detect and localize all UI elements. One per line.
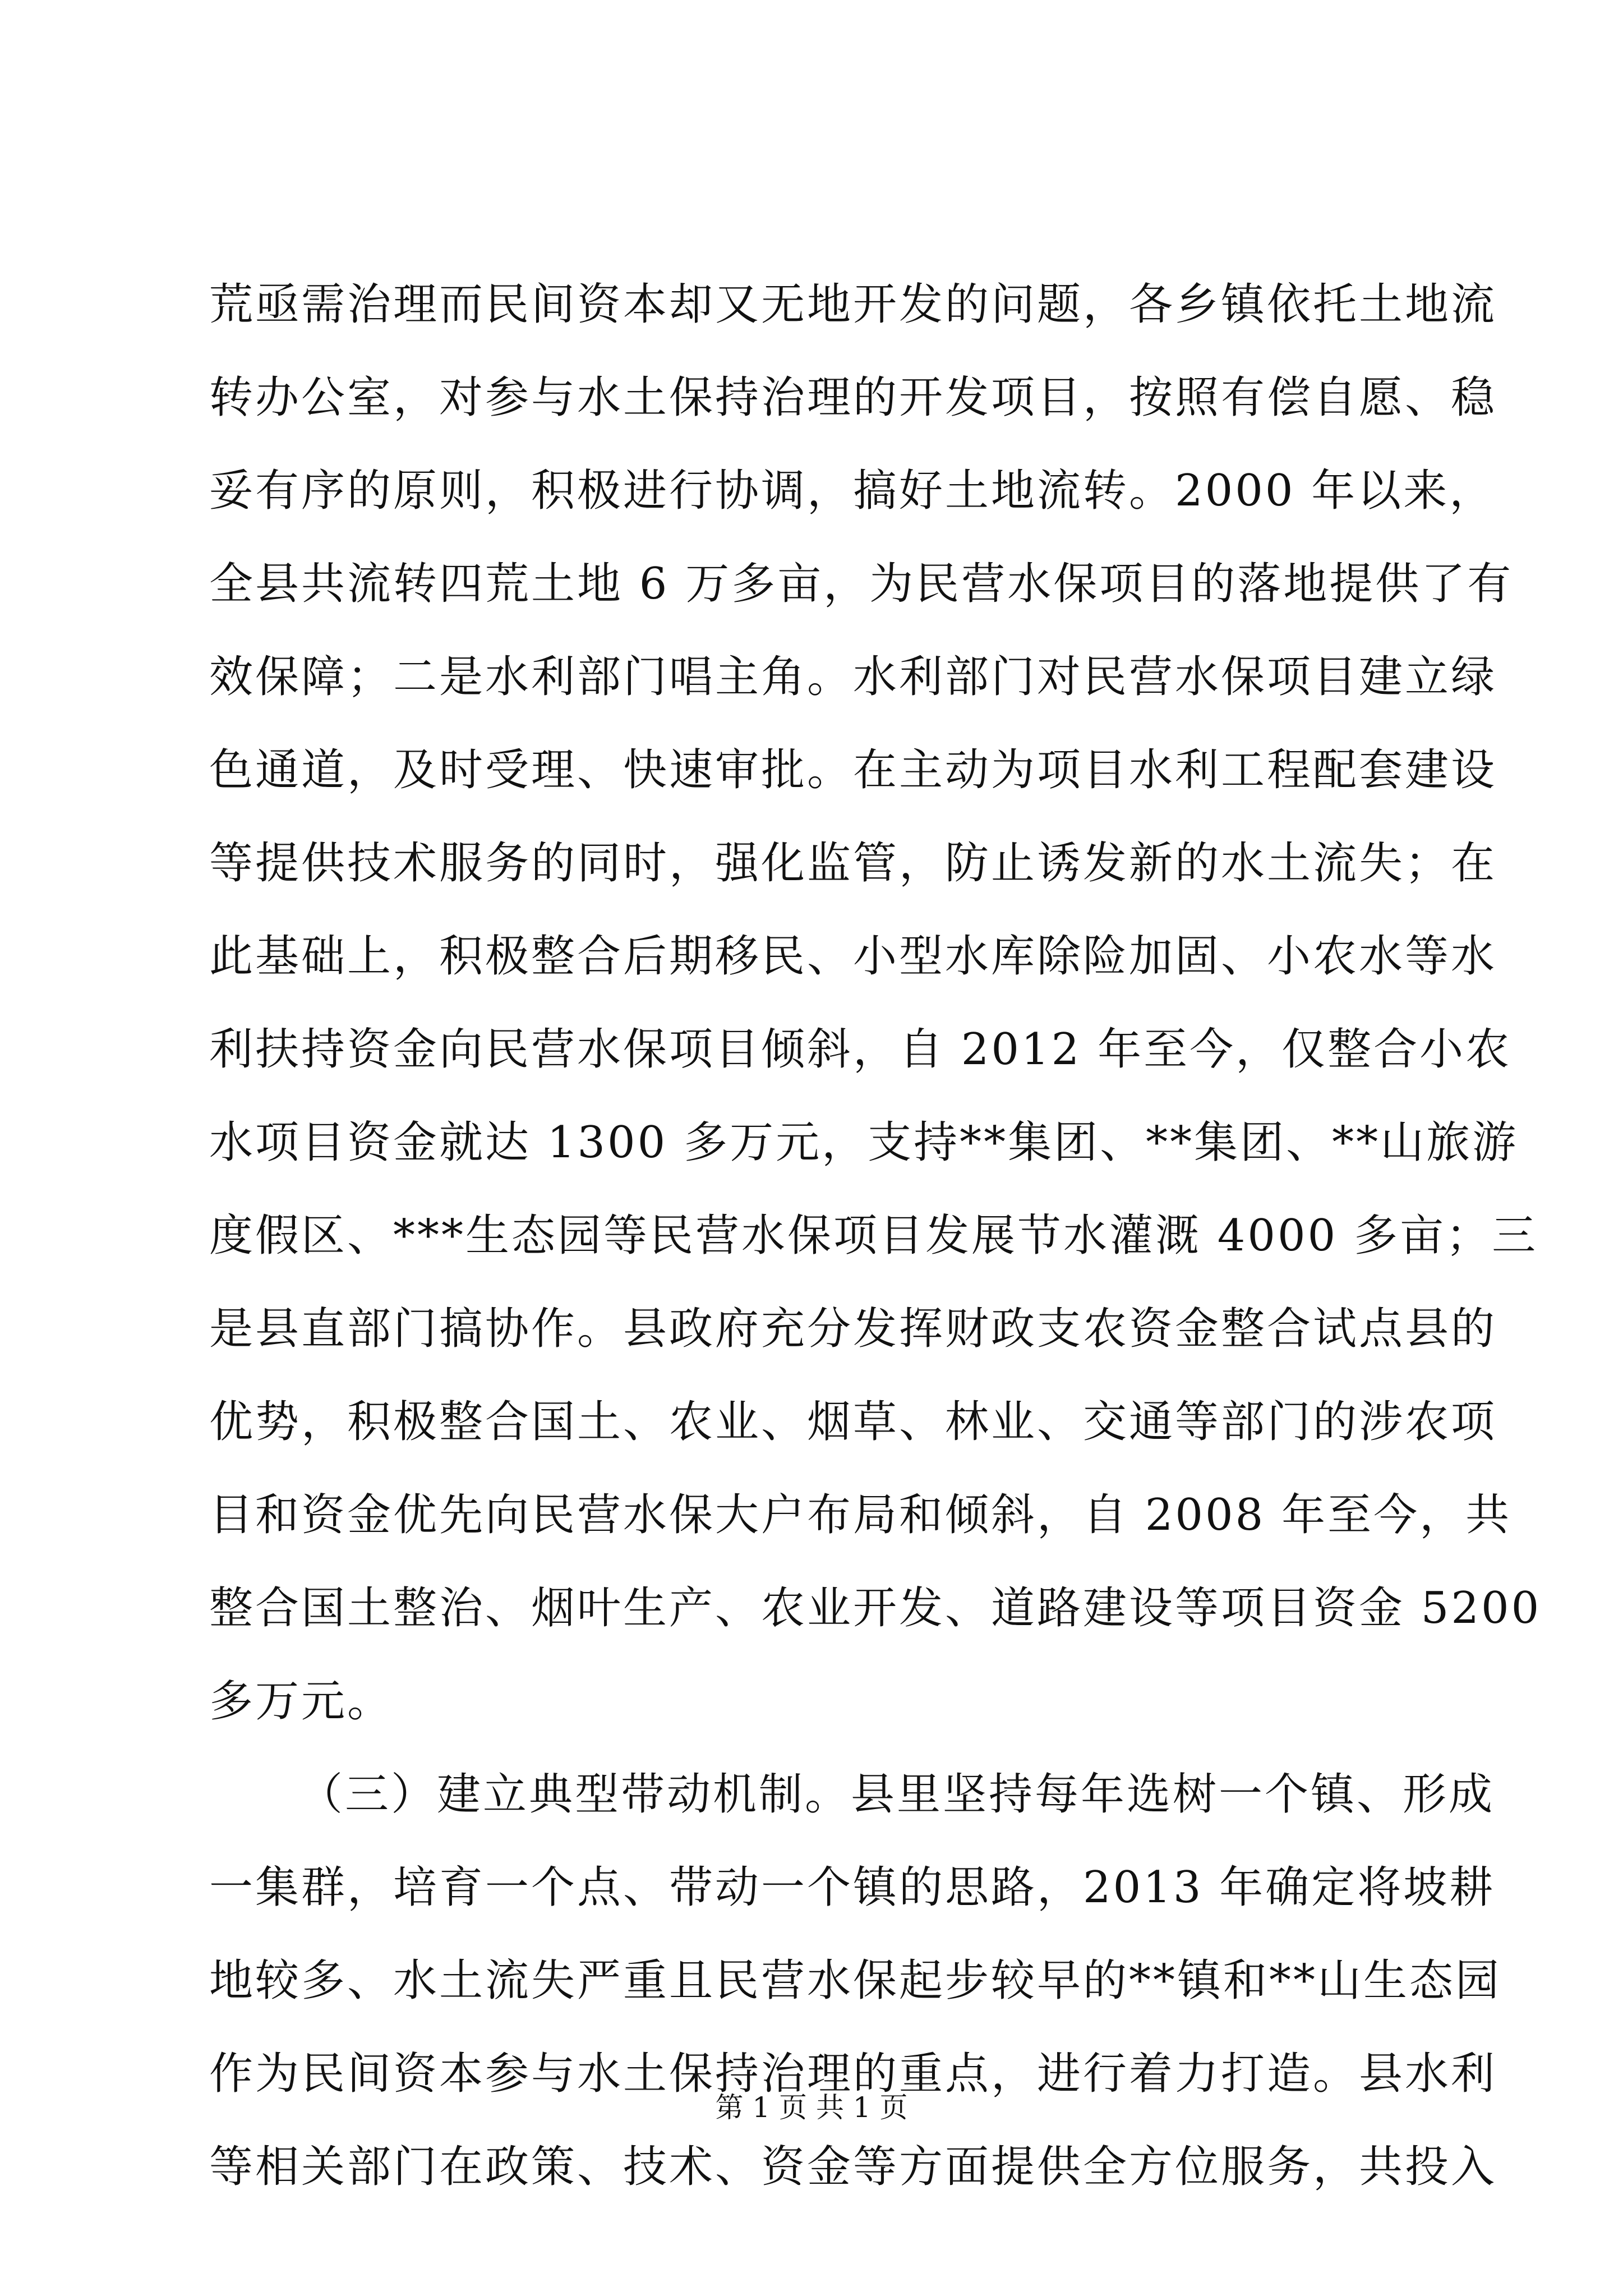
text-line: 全县共流转四荒土地 6 万多亩，为民营水保项目的落地提供了有 bbox=[209, 559, 1514, 609]
page-footer: 第 1 页 共 1 页 bbox=[715, 2091, 908, 2124]
text-line: 利扶持资金向民营水保项目倾斜，自 2012 年至今，仅整合小农 bbox=[209, 1024, 1512, 1075]
text-line: 是县直部门搞协作。县政府充分发挥财政支农资金整合试点县的 bbox=[209, 1304, 1497, 1354]
text-line: 荒亟需治理而民间资本却又无地开发的问题，各乡镇依托土地流 bbox=[209, 279, 1497, 330]
text-line: 此基础上，积极整合后期移民、小型水库除险加固、小农水等水 bbox=[209, 931, 1497, 982]
section-heading-line: （三）建立典型带动机制。县里坚持每年选树一个镇、形成 bbox=[299, 1769, 1495, 1820]
body-text bbox=[209, 258, 1542, 2214]
text-line: 色通道，及时受理、快速审批。在主动为项目水利工程配套建设 bbox=[209, 745, 1497, 795]
text-line: 优势，积极整合国土、农业、烟草、林业、交通等部门的涉农项 bbox=[209, 1397, 1497, 1447]
text-line: 水项目资金就达 1300 多万元，支持**集团、**集团、**山旅游 bbox=[209, 1117, 1519, 1168]
text-line: 整合国土整治、烟叶生产、农业开发、道路建设等项目资金 5200 bbox=[209, 1583, 1542, 1634]
text-line: 多万元。 bbox=[209, 1676, 394, 1727]
text-line: 妥有序的原则，积极进行协调，搞好土地流转。2000 年以来， bbox=[209, 466, 1496, 516]
text-line: 度假区、***生态园等民营水保项目发展节水灌溉 4000 多亩；三 bbox=[209, 1211, 1538, 1261]
text-line: 作为民间资本参与水土保持治理的重点，进行着力打造。县水利 bbox=[209, 2049, 1497, 2099]
text-line: 等提供技术服务的同时，强化监管，防止诱发新的水土流失；在 bbox=[209, 838, 1497, 889]
text-line: 转办公室，对参与水土保持治理的开发项目，按照有偿自愿、稳 bbox=[209, 372, 1497, 423]
text-line: 等相关部门在政策、技术、资金等方面提供全方位服务，共投入 bbox=[209, 2142, 1497, 2192]
text-line: 地较多、水土流失严重且民营水保起步较早的**镇和**山生态园 bbox=[209, 1955, 1502, 2006]
text-line: 效保障；二是水利部门唱主角。水利部门对民营水保项目建立绿 bbox=[209, 652, 1497, 702]
text-line: 目和资金优先向民营水保大户布局和倾斜，自 2008 年至今，共 bbox=[209, 1490, 1512, 1540]
text-line: 一集群，培育一个点、带动一个镇的思路，2013 年确定将坡耕 bbox=[209, 1862, 1496, 1913]
